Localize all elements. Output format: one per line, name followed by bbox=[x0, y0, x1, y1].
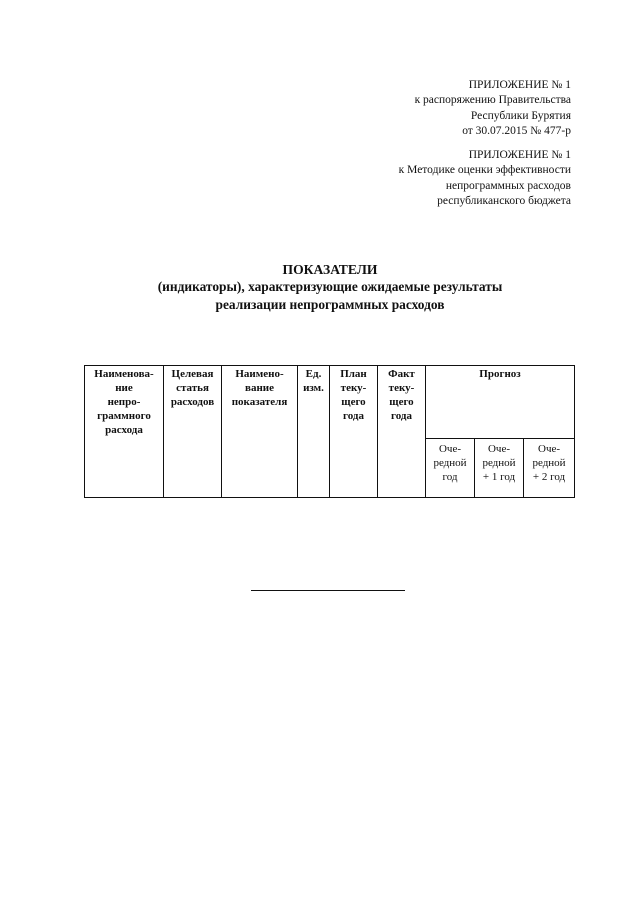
appendix-2-block bbox=[399, 148, 571, 210]
appendix-2-line: к Методике оценки эффективности bbox=[398, 164, 571, 177]
header-indicator-name: Наимено- вание показателя bbox=[222, 366, 298, 498]
appendix-1-line: к распоряжению Правительства bbox=[414, 94, 571, 107]
appendix-1-block bbox=[415, 78, 571, 140]
header-expense-name: Наименова- ние непро- граммного расхода bbox=[85, 366, 164, 498]
subheader-next-year-plus-1: Оче- редной + 1 год bbox=[475, 439, 524, 498]
appendix-2-line: ПРИЛОЖЕНИЕ № 1 bbox=[468, 149, 571, 161]
header-unit: Ед. изм. bbox=[298, 366, 330, 498]
title-main: ПОКАЗАТЕЛИ bbox=[282, 262, 378, 277]
footer-divider-line bbox=[251, 590, 405, 591]
appendix-1-line: ПРИЛОЖЕНИЕ № 1 bbox=[468, 79, 571, 91]
header-forecast: Прогноз bbox=[426, 366, 575, 439]
indicators-table bbox=[84, 365, 575, 498]
subheader-next-year: Оче- редной год bbox=[426, 439, 475, 498]
appendix-2-line: республиканского бюджета bbox=[437, 195, 571, 208]
appendix-2-line: непрограммных расходов bbox=[445, 179, 571, 192]
appendix-1-line: от 30.07.2015 № 477-р bbox=[462, 125, 571, 138]
header-target-article: Целевая статья расходов bbox=[164, 366, 222, 498]
title-line-3: реализации непрограммных расходов bbox=[215, 296, 445, 312]
header-fact-current-year: Факт теку- щего года bbox=[378, 366, 426, 498]
document-title bbox=[0, 261, 640, 313]
table-header-row bbox=[85, 366, 575, 439]
subheader-next-year-plus-2: Оче- редной + 2 год bbox=[524, 439, 575, 498]
title-line-2: (индикаторы), характеризующие ожидаемые результаты bbox=[157, 279, 503, 295]
appendix-1-line: Республики Бурятия bbox=[470, 109, 571, 122]
header-plan-current-year: План теку- щего года bbox=[330, 366, 378, 498]
